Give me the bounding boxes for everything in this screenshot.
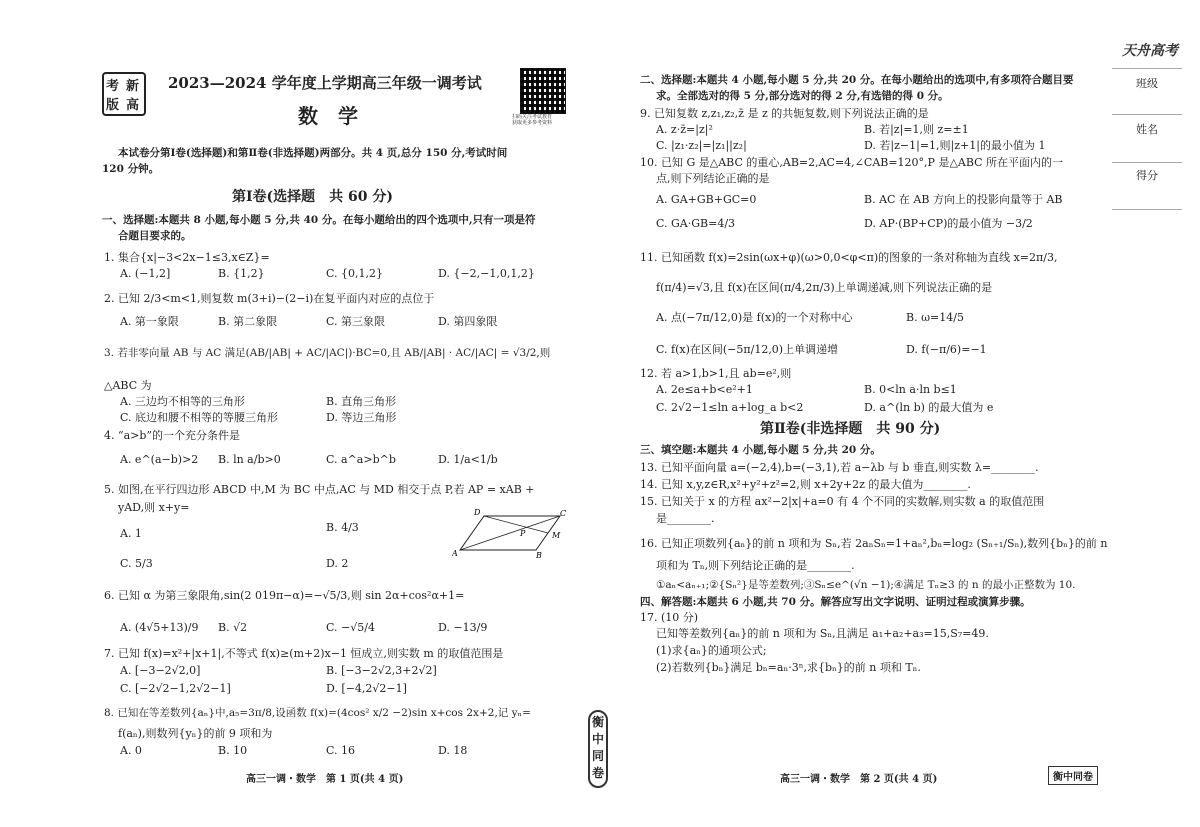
q6-option-d: D. −13/9	[438, 621, 488, 634]
question-9: 9. 已知复数 z,z₁,z₂,z̄ 是 z 的共轭复数,则下列说法正确的是	[640, 107, 929, 120]
q11-option-c: C. f(x)在区间(−5π/12,0)上单调递增	[656, 343, 839, 356]
q10-option-a: A. GA+GB+GC=0	[656, 193, 757, 206]
question-13: 13. 已知平面向量 a=(−2,4),b=(−3,1),若 a−λb 与 b 垂直,则实数 λ=________.	[640, 461, 1039, 474]
question-17-part1: (1)求{aₙ}的通项公式;	[656, 644, 767, 657]
q12-option-c: C. 2√2−1≤ln a+log_a b<2	[656, 401, 804, 414]
question-11-cont: f(π/4)=√3,且 f(x)在区间(π/4,2π/3)上单调递减,则下列说法正确的是	[656, 281, 993, 294]
q6-option-c: C. −√5/4	[326, 621, 375, 634]
question-16-options: ①aₙ<aₙ₊₁;②{Sₙ²}是等差数列;③Sₙ≤e^(√n −1);④满足 Tₙ≥3 的 n 的最小正整数为 10.	[656, 579, 1076, 591]
question-6: 6. 已知 α 为第三象限角,sin(2 019π−α)=−√5/3,则 sin 2α+cos²α+1=	[104, 589, 465, 602]
question-1: 1. 集合{x|−3<2x−1≤3,x∈Z}=	[104, 251, 270, 264]
question-11: 11. 已知函数 f(x)=2sin(ωx+φ)(ω>0,0<φ<π)的图象的一条对称轴为直线 x=2π/3,	[640, 251, 1058, 264]
page-footer-right: 高三一调・数学 第 2 页(共 4 页)	[780, 774, 938, 785]
q10-option-c: C. GA·GB=4/3	[656, 217, 736, 230]
question-8-cont: f(aₙ),则数列{yₙ}的前 9 项和为	[118, 727, 273, 740]
fig-label-c: C	[560, 509, 567, 518]
question-10: 10. 已知 G 是△ABC 的重心,AB=2,AC=4,∠CAB=120°,P 是△ABC 所在平面内的一	[640, 156, 1064, 169]
q5-option-a: A. 1	[120, 527, 142, 540]
part1-heading: 第Ⅰ卷(选择题 共 60 分)	[232, 189, 394, 205]
question-5-cont: yAD,则 x+y=	[118, 501, 190, 514]
question-5: 5. 如图,在平行四边形 ABCD 中,M 为 BC 中点,AC 与 MD 相交于点 P,若 AP = xAB +	[104, 483, 535, 496]
question-4: 4. “a>b”的一个充分条件是	[104, 429, 241, 442]
question-16: 16. 已知正项数列{aₙ}的前 n 项和为 Sₙ,若 2aₙSₙ=1+aₙ²,bₙ=log₂ (Sₙ₊₁/Sₙ),数列{bₙ}的前 n	[640, 537, 1108, 550]
question-3-cont: △ABC 为	[104, 379, 152, 392]
parallelogram-figure	[452, 506, 570, 558]
q1-option-c: C. {0,1,2}	[326, 267, 384, 280]
fig-label-m: M	[552, 531, 561, 540]
q7-option-c: C. [−2√2−1,2√2−1]	[120, 682, 231, 695]
question-3: 3. 若非零向量 AB 与 AC 满足(AB/|AB| + AC/|AC|)·BC=0,且 AB/|AB| · AC/|AC| = √3/2,则	[104, 347, 551, 359]
q7-option-d: D. [−4,2√2−1]	[326, 682, 407, 695]
side-field-class	[1112, 68, 1182, 113]
q9-option-a: A. z·z̄=|z|²	[656, 123, 713, 136]
q12-option-b: B. 0<ln a·ln b≤1	[864, 383, 957, 396]
exam-stamp-logo	[102, 72, 146, 116]
q4-option-d: D. 1/a<1/b	[438, 453, 498, 466]
side-label: 姓名	[1136, 123, 1158, 136]
q11-option-d: D. f(−π/6)=−1	[906, 343, 987, 356]
side-label: 得分	[1136, 169, 1158, 182]
q10-option-b: B. AC 在 AB 方向上的投影向量等于 AB	[864, 193, 1063, 206]
question-17-stem: 已知等差数列{aₙ}的前 n 项和为 Sₙ,且满足 a₁+a₂+a₃=15,S₇=49.	[656, 627, 989, 640]
exam-title: 2023—2024 学年度上学期高三年级一调考试	[168, 74, 482, 92]
fig-label-d: D	[474, 508, 481, 517]
q12-option-a: A. 2e≤a+b<e²+1	[656, 383, 753, 396]
right-page	[610, 0, 1110, 827]
q2-option-b: B. 第二象限	[218, 315, 278, 328]
q2-option-c: C. 第三象限	[326, 315, 386, 328]
side-label: 班级	[1136, 77, 1158, 90]
left-page	[0, 0, 590, 827]
q10-option-d: D. AP·(BP+CP)的最小值为 −3/2	[864, 217, 1033, 230]
q3-option-a: A. 三边均不相等的三角形	[120, 395, 245, 408]
section1-heading-cont: 合题目要求的。	[118, 230, 192, 242]
qr-code-icon	[520, 68, 566, 114]
footer-brand-box: 衡中同卷	[1048, 766, 1098, 785]
question-15: 15. 已知关于 x 的方程 ax²−2|x|+a=0 有 4 个不同的实数解,则实数 a 的取值范围	[640, 495, 1045, 508]
section2-heading-cont: 求。全部选对的得 5 分,部分选对的得 2 分,有选错的得 0 分。	[656, 90, 949, 102]
question-15-cont: 是________.	[656, 512, 715, 525]
side-field-score	[1112, 162, 1182, 210]
q1-option-a: A. (−1,2]	[120, 267, 171, 280]
q12-option-d: D. a^(ln b) 的最大值为 e	[864, 401, 994, 414]
q8-option-b: B. 10	[218, 744, 248, 757]
hengzhong-vertical-stamp	[588, 710, 608, 788]
q4-option-a: A. e^(a−b)>2	[120, 453, 199, 466]
intro-line-1: 本试卷分第Ⅰ卷(选择题)和第Ⅱ卷(非选择题)两部分。共 4 页,总分 150 分,考试时间	[118, 147, 508, 159]
question-2: 2. 已知 2/3<m<1,则复数 m(3+i)−(2−i)在复平面内对应的点位于	[104, 292, 435, 305]
vstamp-text: 衡中同卷	[592, 715, 605, 780]
part2-heading: 第Ⅱ卷(非选择题 共 90 分)	[760, 421, 941, 437]
q4-option-c: C. a^a>b^b	[326, 453, 396, 466]
q5-option-c: C. 5/3	[120, 557, 153, 570]
q5-option-d: D. 2	[326, 557, 349, 570]
q11-option-a: A. 点(−7π/12,0)是 f(x)的一个对称中心	[656, 311, 853, 324]
section1-heading: 一、选择题:本题共 8 小题,每小题 5 分,共 40 分。在每小题给出的四个选项中,只有一项是符	[102, 214, 536, 226]
side-field-name	[1112, 114, 1182, 161]
subject-title: 数 学	[298, 104, 358, 128]
question-12: 12. 若 a>1,b>1,且 ab=e²,则	[640, 367, 792, 380]
fig-label-a: A	[452, 549, 458, 558]
q3-option-d: D. 等边三角形	[326, 411, 397, 424]
q6-option-a: A. (4√5+13)/9	[120, 621, 199, 634]
q5-option-b: B. 4/3	[326, 521, 359, 534]
q11-option-b: B. ω=14/5	[906, 311, 964, 324]
question-17: 17. (10 分)	[640, 611, 699, 624]
question-16-cont: 项和为 Tₙ,则下列结论正确的是________.	[656, 559, 855, 572]
q9-option-d: D. 若|z−1|=1,则|z+1|的最小值为 1	[864, 139, 1046, 152]
section2-heading: 二、选择题:本题共 4 小题,每小题 5 分,共 20 分。在每小题给出的选项中,有多项符合题目要	[640, 74, 1074, 86]
q8-option-a: A. 0	[120, 744, 142, 757]
question-10-cont: 点,则下列结论正确的是	[656, 172, 770, 185]
q6-option-b: B. √2	[218, 621, 248, 634]
fig-label-b: B	[536, 551, 542, 558]
q2-option-d: D. 第四象限	[438, 315, 498, 328]
intro-line-2: 120 分钟。	[102, 163, 160, 175]
question-17-part2: (2)若数列{bₙ}满足 bₙ=aₙ·3ⁿ,求{bₙ}的前 n 项和 Tₙ.	[656, 661, 921, 674]
q7-option-b: B. [−3−2√2,3+2√2]	[326, 664, 437, 677]
q3-option-c: C. 底边和腰不相等的等腰三角形	[120, 411, 279, 424]
stamp-char: 考	[106, 79, 120, 94]
q8-option-d: D. 18	[438, 744, 468, 757]
question-8: 8. 已知在等差数列{aₙ}中,a₅=3π/8,设函数 f(x)=(4cos² x/2 −2)sin x+cos 2x+2,记 yₙ=	[104, 707, 531, 719]
q9-option-c: C. |z₁·z₂|=|z₁||z₂|	[656, 139, 747, 152]
q3-option-b: B. 直角三角形	[326, 395, 397, 408]
q1-option-b: B. {1,2}	[218, 267, 265, 280]
fig-label-p: P	[520, 529, 526, 538]
stamp-char: 新	[126, 79, 140, 94]
q2-option-a: A. 第一象限	[120, 315, 179, 328]
stamp-char: 版	[106, 98, 120, 113]
q9-option-b: B. 若|z|=1,则 z=±1	[864, 123, 969, 136]
qr-caption: 扫码关注考试教育 获取更多参考资料	[512, 114, 553, 126]
stamp-char: 高	[126, 98, 140, 113]
page-footer-left: 高三一调・数学 第 1 页(共 4 页)	[246, 774, 404, 785]
q7-option-a: A. [−3−2√2,0]	[120, 664, 201, 677]
q4-option-b: B. ln a/b>0	[218, 453, 281, 466]
q8-option-c: C. 16	[326, 744, 356, 757]
section4-heading: 四、解答题:本题共 6 小题,共 70 分。解答应写出文字说明、证明过程或演算步骤。	[640, 596, 1031, 608]
question-7: 7. 已知 f(x)=x²+|x+1|,不等式 f(x)≥(m+2)x−1 恒成立,则实数 m 的取值范围是	[104, 647, 504, 660]
q1-option-d: D. {−2,−1,0,1,2}	[438, 267, 535, 280]
question-14: 14. 已知 x,y,z∈R,x²+y²+z²=2,则 x+2y+2z 的最大值为________.	[640, 478, 971, 491]
brand-logo: 天舟高考	[1122, 43, 1178, 59]
section3-heading: 三、填空题:本题共 4 小题,每小题 5 分,共 20 分。	[640, 444, 881, 456]
